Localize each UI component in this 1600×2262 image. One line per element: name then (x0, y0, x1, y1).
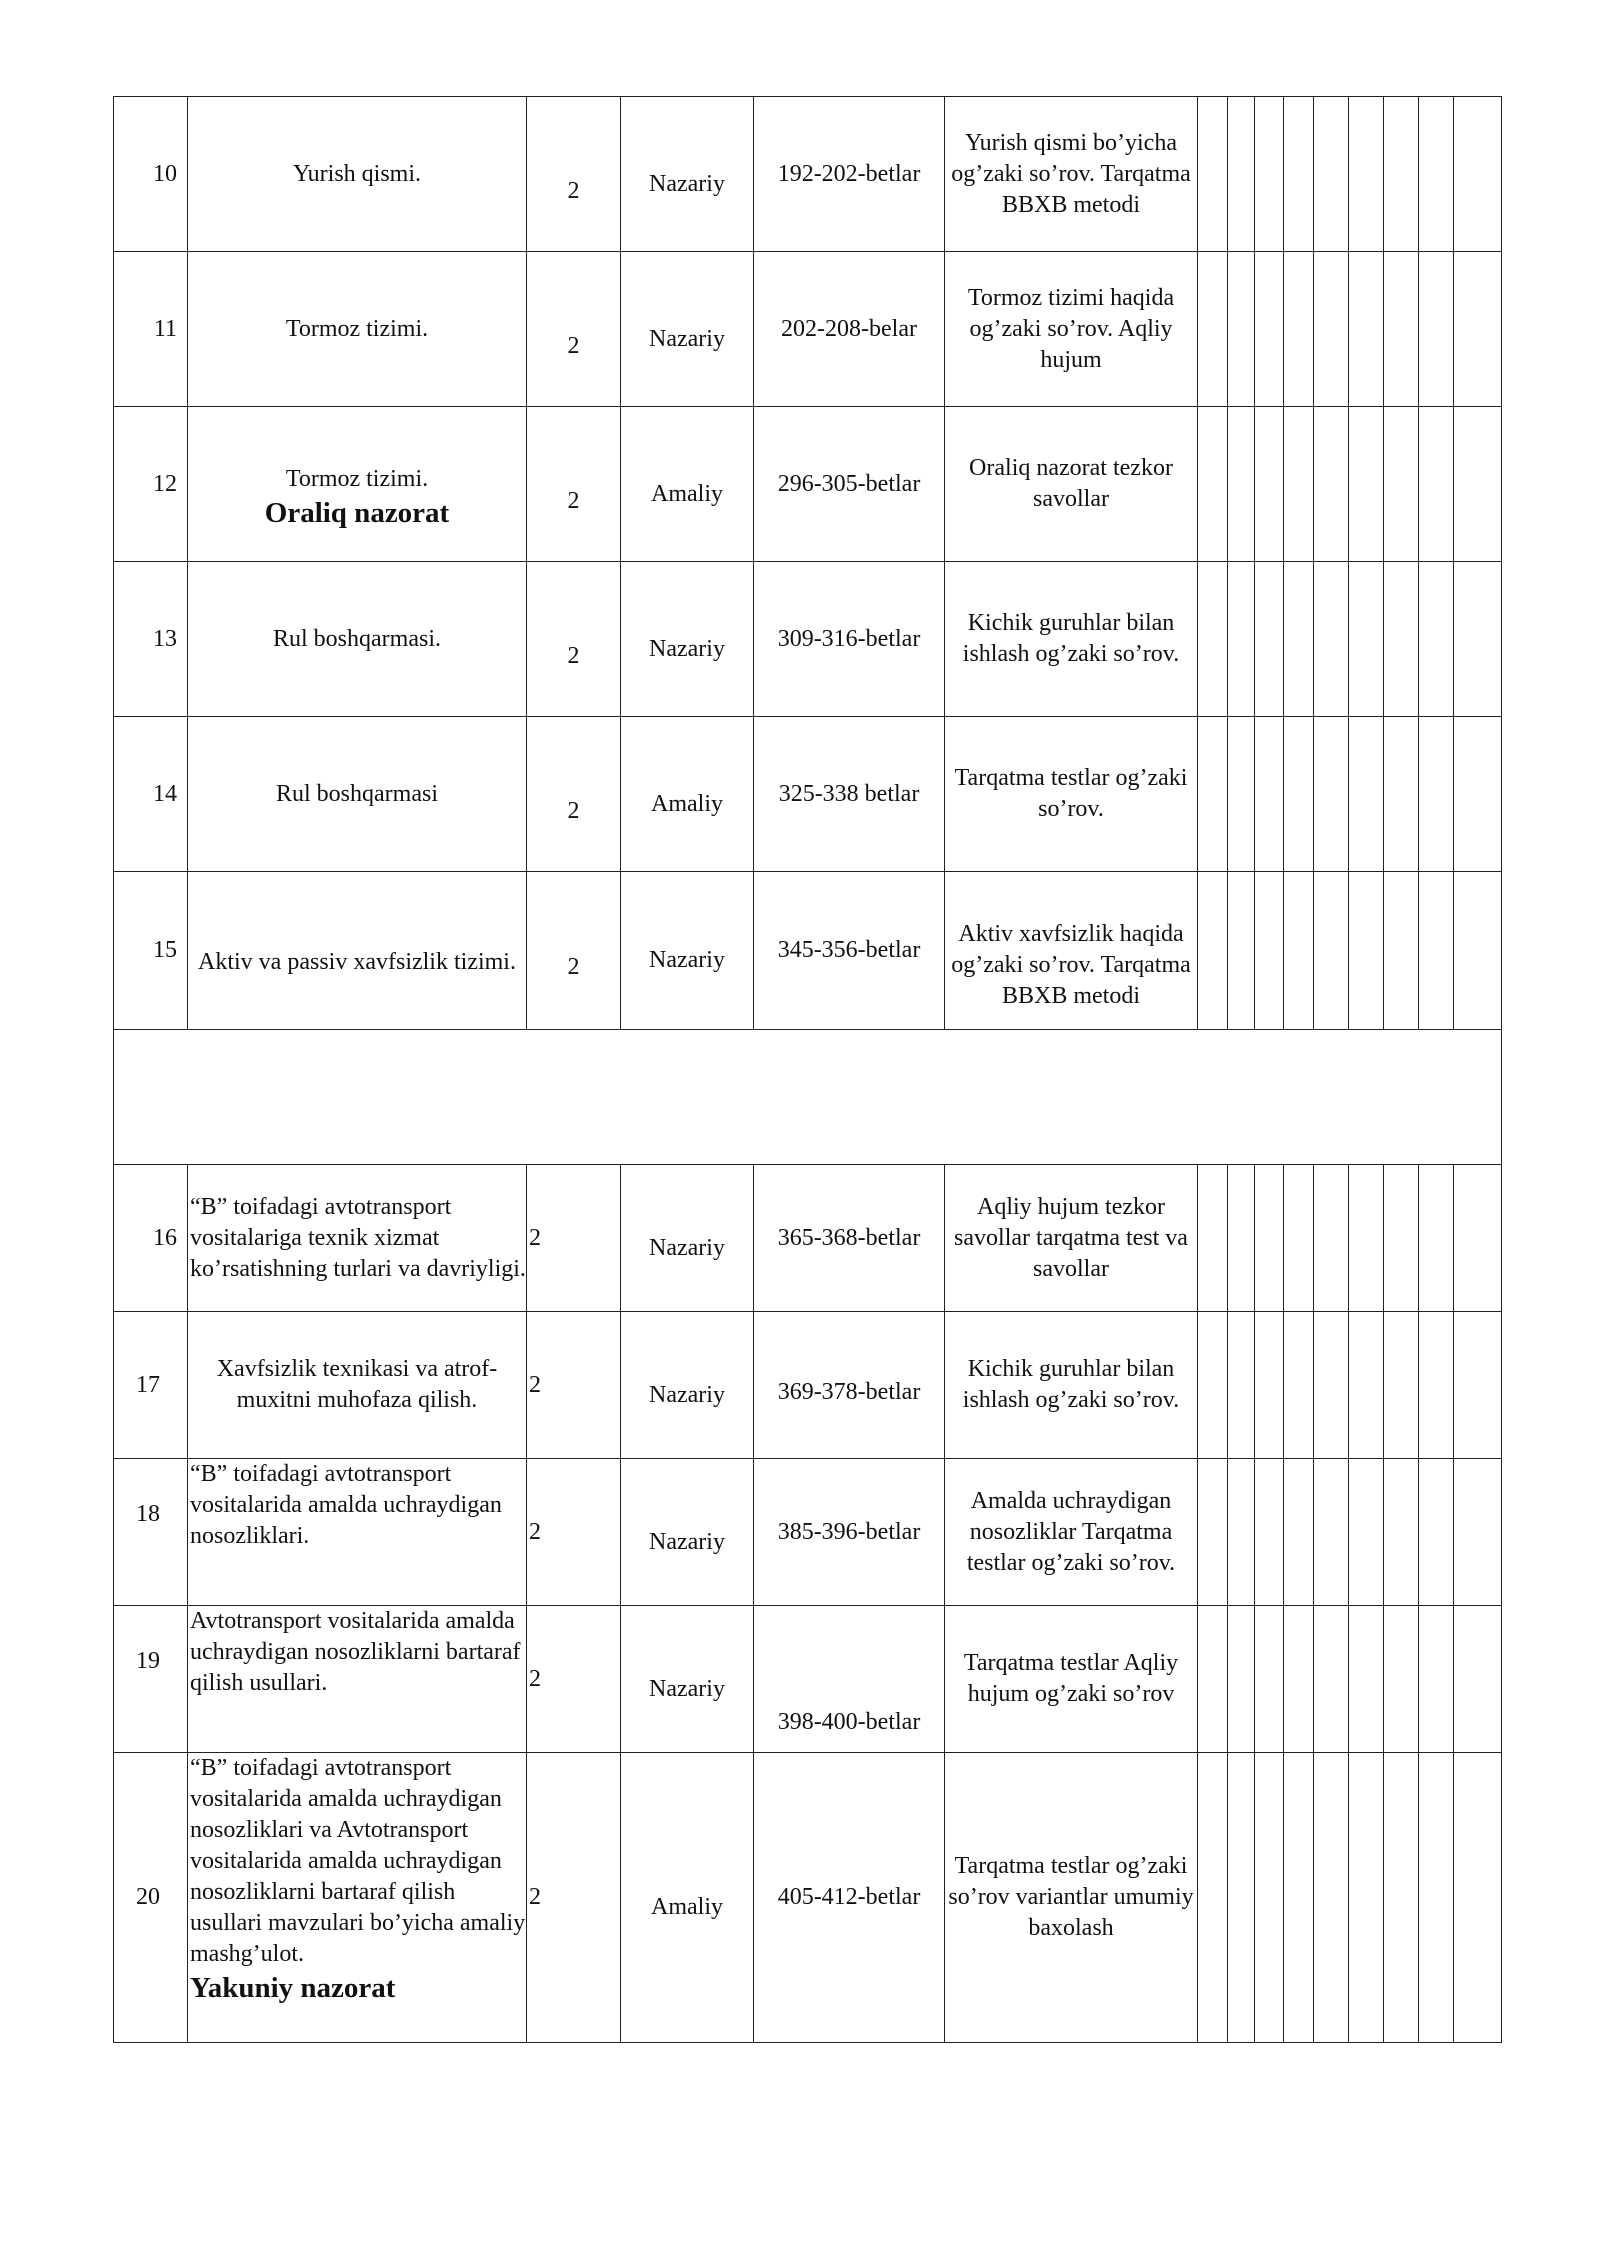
lesson-method: Yurish qismi bo’yicha og’zaki so’rov. Tarqatma BBXB metodi (945, 97, 1198, 252)
lesson-method: Aqliy hujum tezkor savollar tarqatma test va savollar (945, 1165, 1198, 1312)
lesson-type: Nazariy (621, 252, 754, 407)
blank-cell (1384, 252, 1419, 407)
blank-cell (1255, 562, 1284, 717)
lesson-number: 13 (114, 562, 188, 717)
lesson-number: 20 (114, 1753, 188, 2043)
lesson-topic (188, 1753, 527, 2043)
blank-cell (1349, 717, 1384, 872)
blank-cell (1255, 1165, 1284, 1312)
blank-cell (1384, 562, 1419, 717)
blank-cell (1314, 1312, 1349, 1459)
blank-cell (1198, 1312, 1228, 1459)
lesson-method: Tormoz tizimi haqida og’zaki so’rov. Aqliy hujum (945, 252, 1198, 407)
blank-cell (1198, 562, 1228, 717)
blank-cell (1314, 717, 1349, 872)
blank-cell (1255, 252, 1284, 407)
blank-cell (1228, 1165, 1255, 1312)
lesson-type: Nazariy (621, 1312, 754, 1459)
blank-cell (1314, 407, 1349, 562)
blank-cell (1314, 872, 1349, 1030)
blank-cell (1228, 1606, 1255, 1753)
final-exam-label: Yakuniy nazorat (190, 1972, 396, 2004)
table-row (114, 407, 1502, 562)
blank-cell (1198, 97, 1228, 252)
lesson-number: 14 (114, 717, 188, 872)
blank-cell (1228, 562, 1255, 717)
blank-cell (1284, 717, 1314, 872)
lesson-topic: Tormoz tizimi. (188, 252, 527, 407)
blank-cell (1349, 252, 1384, 407)
lesson-type: Amaliy (621, 1753, 754, 2043)
lesson-number: 15 (114, 872, 188, 1030)
blank-cell (1284, 1312, 1314, 1459)
blank-cell (1454, 407, 1502, 562)
blank-cell (1198, 872, 1228, 1030)
lesson-number: 11 (114, 252, 188, 407)
lesson-hours: 2 (527, 1606, 621, 1753)
lesson-method: Aktiv xavfsizlik haqida og’zaki so’rov. Tarqatma BBXB metodi (945, 872, 1198, 1030)
blank-cell (1314, 97, 1349, 252)
lesson-type: Nazariy (621, 872, 754, 1030)
blank-cell (1284, 562, 1314, 717)
lesson-type: Nazariy (621, 97, 754, 252)
blank-cell (1384, 872, 1419, 1030)
lesson-number: 18 (114, 1459, 188, 1606)
blank-cell (1284, 97, 1314, 252)
lesson-hours: 2 (527, 97, 621, 252)
blank-cell (1228, 1459, 1255, 1606)
lesson-topic (188, 407, 527, 562)
table-row (114, 1165, 1502, 1312)
blank-cell (1454, 1753, 1502, 2043)
blank-cell (1454, 97, 1502, 252)
lesson-pages: 385-396-betlar (754, 1459, 945, 1606)
blank-cell (1454, 1459, 1502, 1606)
blank-cell (1255, 872, 1284, 1030)
table-row (114, 1753, 1502, 2043)
blank-cell (1314, 1459, 1349, 1606)
lesson-pages: 202-208-belar (754, 252, 945, 407)
blank-cell (1419, 1606, 1454, 1753)
blank-cell (1384, 1753, 1419, 2043)
blank-cell (1349, 407, 1384, 562)
blank-cell (1284, 252, 1314, 407)
blank-cell (1384, 1312, 1419, 1459)
lesson-topic: Rul boshqarmasi. (188, 562, 527, 717)
blank-section-cell (114, 1030, 1502, 1165)
table-row (114, 1312, 1502, 1459)
lesson-hours: 2 (527, 1459, 621, 1606)
blank-cell (1314, 252, 1349, 407)
blank-cell (1314, 1165, 1349, 1312)
lesson-type: Nazariy (621, 1606, 754, 1753)
lesson-type: Nazariy (621, 1459, 754, 1606)
blank-cell (1384, 407, 1419, 562)
blank-cell (1419, 97, 1454, 252)
blank-cell (1228, 407, 1255, 562)
blank-cell (1384, 97, 1419, 252)
blank-cell (1454, 717, 1502, 872)
blank-cell (1454, 252, 1502, 407)
table-row (114, 252, 1502, 407)
lesson-topic: “B” toifadagi avtotransport vositalariga texnik xizmat ko’rsatishning turlari va davriyligi. (188, 1165, 527, 1312)
table-row (114, 97, 1502, 252)
lesson-method: Tarqatma testlar og’zaki so’rov. (945, 717, 1198, 872)
lesson-method: Tarqatma testlar Aqliy hujum og’zaki so’rov (945, 1606, 1198, 1753)
blank-cell (1284, 872, 1314, 1030)
lesson-type: Nazariy (621, 1165, 754, 1312)
blank-cell (1198, 1459, 1228, 1606)
lesson-plan-table (113, 96, 1502, 2043)
blank-cell (1349, 1606, 1384, 1753)
lesson-hours: 2 (527, 1165, 621, 1312)
table-row (114, 1459, 1502, 1606)
lesson-pages: 192-202-betlar (754, 97, 945, 252)
blank-cell (1454, 1312, 1502, 1459)
table-row (114, 1606, 1502, 1753)
blank-cell (1384, 717, 1419, 872)
blank-cell (1314, 1753, 1349, 2043)
blank-cell (1314, 1606, 1349, 1753)
blank-cell (1284, 1165, 1314, 1312)
blank-cell (1454, 872, 1502, 1030)
blank-cell (1255, 717, 1284, 872)
blank-cell (1198, 1606, 1228, 1753)
blank-cell (1454, 1165, 1502, 1312)
blank-cell (1349, 562, 1384, 717)
lesson-topic: Rul boshqarmasi (188, 717, 527, 872)
blank-cell (1228, 97, 1255, 252)
lesson-method: Tarqatma testlar og’zaki so’rov variantlar umumiy baxolash (945, 1753, 1198, 2043)
blank-cell (1228, 1312, 1255, 1459)
lesson-hours: 2 (527, 717, 621, 872)
blank-cell (1419, 717, 1454, 872)
blank-cell (1419, 407, 1454, 562)
blank-cell (1419, 1312, 1454, 1459)
blank-cell (1419, 252, 1454, 407)
lesson-pages: 369-378-betlar (754, 1312, 945, 1459)
blank-cell (1419, 1165, 1454, 1312)
blank-cell (1198, 407, 1228, 562)
lesson-hours: 2 (527, 407, 621, 562)
blank-cell (1419, 872, 1454, 1030)
blank-cell (1198, 252, 1228, 407)
blank-cell (1284, 1753, 1314, 2043)
lesson-type: Amaliy (621, 717, 754, 872)
lesson-method: Amalda uchraydigan nosozliklar Tarqatma testlar og’zaki so’rov. (945, 1459, 1198, 1606)
lesson-pages: 309-316-betlar (754, 562, 945, 717)
blank-cell (1419, 1753, 1454, 2043)
lesson-topic: Avtotransport vositalarida amalda uchraydigan nosozliklarni bartaraf qilish usullari. (188, 1606, 527, 1753)
blank-cell (1454, 1606, 1502, 1753)
blank-cell (1349, 97, 1384, 252)
lesson-number: 16 (114, 1165, 188, 1312)
blank-cell (1454, 562, 1502, 717)
lesson-number: 19 (114, 1606, 188, 1753)
lesson-topic: Xavfsizlik texnikasi va atrof-muxitni muhofaza qilish. (188, 1312, 527, 1459)
lesson-number: 17 (114, 1312, 188, 1459)
lesson-pages: 345-356-betlar (754, 872, 945, 1030)
lesson-type: Nazariy (621, 562, 754, 717)
lesson-method: Kichik guruhlar bilan ishlash og’zaki so’rov. (945, 562, 1198, 717)
blank-cell (1349, 1165, 1384, 1312)
lesson-number: 10 (114, 97, 188, 252)
blank-cell (1228, 252, 1255, 407)
lesson-hours: 2 (527, 1753, 621, 2043)
blank-cell (1198, 1753, 1228, 2043)
lesson-pages: 296-305-betlar (754, 407, 945, 562)
blank-cell (1284, 1606, 1314, 1753)
blank-cell (1255, 97, 1284, 252)
lesson-hours: 2 (527, 562, 621, 717)
lesson-method: Oraliq nazorat tezkor savollar (945, 407, 1198, 562)
blank-cell (1228, 717, 1255, 872)
lesson-hours: 2 (527, 252, 621, 407)
lesson-pages: 325-338 betlar (754, 717, 945, 872)
blank-cell (1284, 407, 1314, 562)
lesson-topic: “B” toifadagi avtotransport vositalarida amalda uchraydigan nosozliklari. (188, 1459, 527, 1606)
blank-cell (1255, 1606, 1284, 1753)
lesson-topic-text: “B” toifadagi avtotransport vositalarida amalda uchraydigan nosozliklari va Avtotransport vositalarida amalda uchraydigan nosozliklarni bartaraf qilish usullari mavzulari bo’yicha amaliy mashg’ulot. (190, 1755, 526, 1967)
blank-cell (1349, 1753, 1384, 2043)
blank-cell (1349, 1312, 1384, 1459)
blank-cell (1419, 1459, 1454, 1606)
blank-cell (1198, 717, 1228, 872)
blank-section-row (114, 1030, 1502, 1165)
lesson-hours: 2 (527, 872, 621, 1030)
blank-cell (1255, 1312, 1284, 1459)
lesson-number: 12 (114, 407, 188, 562)
table-row (114, 717, 1502, 872)
blank-cell (1255, 407, 1284, 562)
lesson-topic: Yurish qismi. (188, 97, 527, 252)
blank-cell (1349, 1459, 1384, 1606)
lesson-hours: 2 (527, 1312, 621, 1459)
lesson-topic: Aktiv va passiv xavfsizlik tizimi. (188, 872, 527, 1030)
table-row (114, 872, 1502, 1030)
lesson-type: Amaliy (621, 407, 754, 562)
blank-cell (1314, 562, 1349, 717)
blank-cell (1284, 1459, 1314, 1606)
lesson-pages: 405-412-betlar (754, 1753, 945, 2043)
midterm-label: Oraliq nazorat (264, 496, 450, 529)
blank-cell (1228, 1753, 1255, 2043)
blank-cell (1349, 872, 1384, 1030)
blank-cell (1255, 1459, 1284, 1606)
blank-cell (1255, 1753, 1284, 2043)
lesson-pages: 365-368-betlar (754, 1165, 945, 1312)
blank-cell (1419, 562, 1454, 717)
blank-cell (1228, 872, 1255, 1030)
blank-cell (1198, 1165, 1228, 1312)
lesson-method: Kichik guruhlar bilan ishlash og’zaki so’rov. (945, 1312, 1198, 1459)
lesson-topic-text: Tormoz tizimi. (285, 465, 429, 492)
blank-cell (1384, 1165, 1419, 1312)
blank-cell (1384, 1606, 1419, 1753)
table-row (114, 562, 1502, 717)
blank-cell (1384, 1459, 1419, 1606)
lesson-pages: 398-400-betlar (754, 1606, 945, 1753)
